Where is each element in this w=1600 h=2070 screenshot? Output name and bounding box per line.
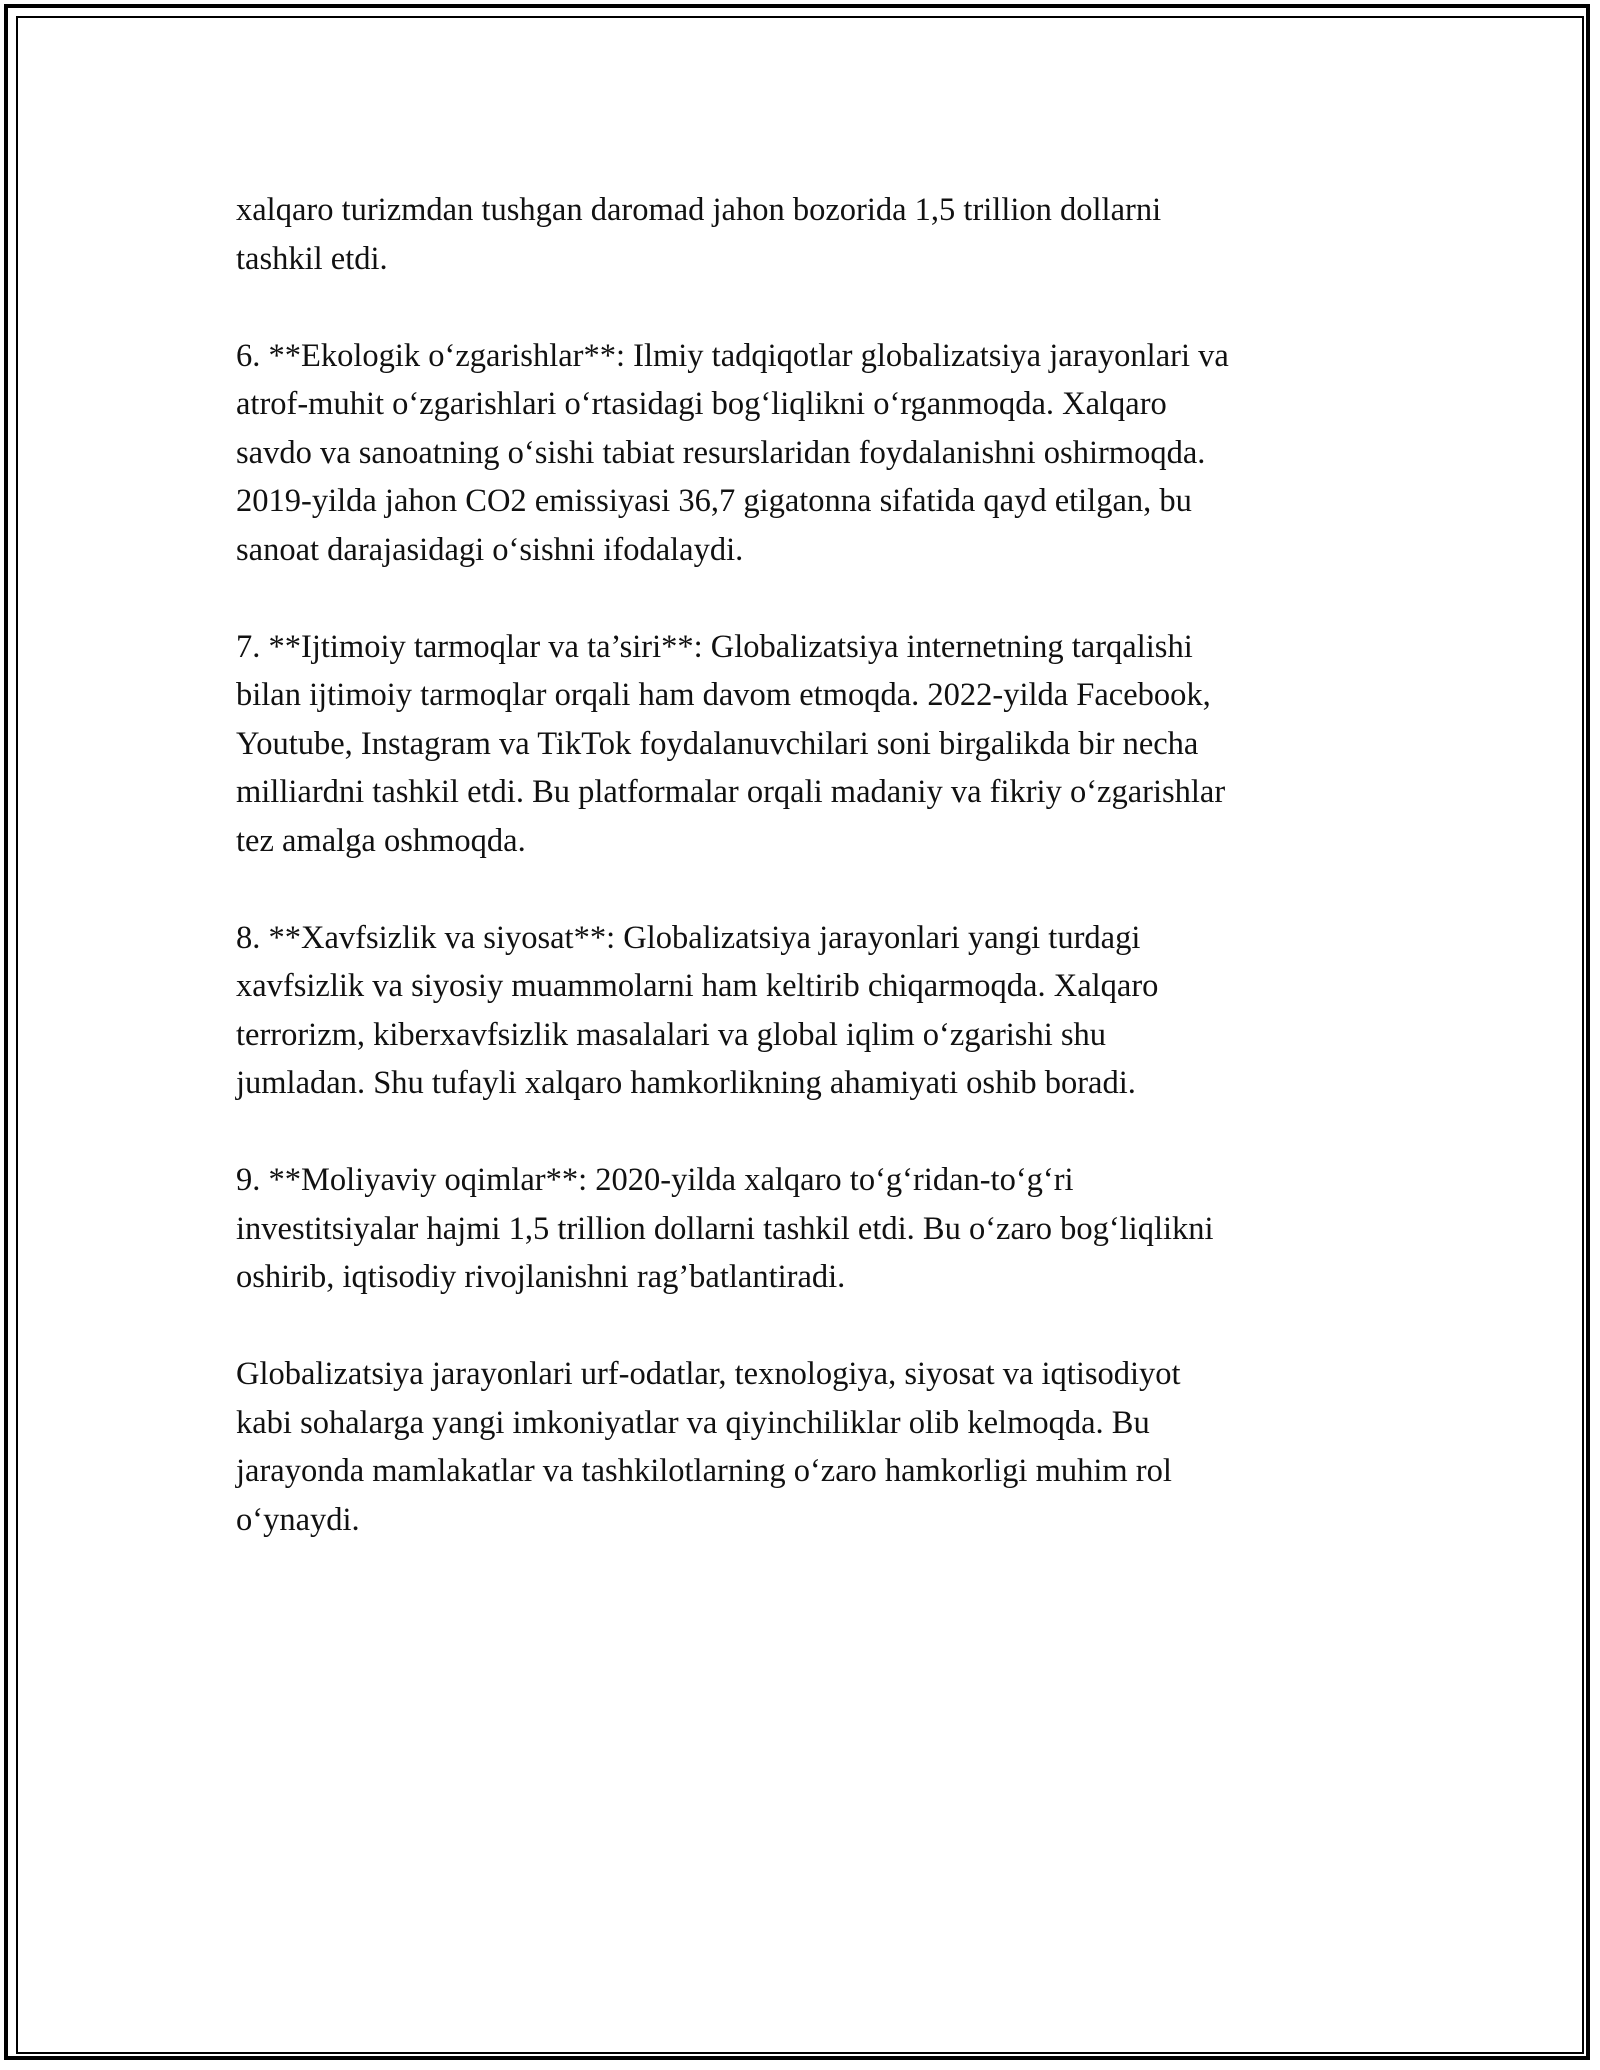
paragraph-conclusion — [236, 1350, 1376, 1544]
text-line: Globalizatsiya jarayonlari urf-odatlar, texnologiya, siyosat va iqtisodiyot — [236, 1356, 1181, 1392]
text-line: tez amalga oshmoqda. — [236, 822, 526, 859]
text-line: terrorizm, kiberxavfsizlik masalalari va global iqlim o‘zgarishi shu — [236, 1016, 1107, 1053]
text-line: jumladan. Shu tufayli xalqaro hamkorlikning ahamiyati oshib boradi. — [236, 1065, 1136, 1101]
text-line: tashkil etdi. — [236, 240, 388, 277]
text-line: bilan ijtimoiy tarmoqlar orqali ham davom etmoqda. 2022-yilda Facebook, — [236, 677, 1211, 713]
paragraph-tourism-continuation — [236, 186, 1376, 283]
text-line: oshirib, iqtisodiy rivojlanishni rag’batlantiradi. — [236, 1259, 846, 1295]
text-line: 9. **Moliyaviy oqimlar**: 2020-yilda xalqaro to‘g‘ridan-to‘g‘ri — [236, 1162, 1074, 1198]
text-line: 6. **Ekologik o‘zgarishlar**: Ilmiy tadqiqotlar globalizatsiya jarayonlari va — [236, 337, 1229, 374]
text-line: sanoat darajasidagi o‘sishni ifodalaydi. — [236, 531, 744, 568]
text-line: o‘ynaydi. — [236, 1501, 360, 1538]
paragraph-financial-flows — [236, 1156, 1376, 1302]
paragraph-social-networks — [236, 623, 1376, 866]
text-line: xalqaro turizmdan tushgan daromad jahon bozorida 1,5 trillion dollarni — [236, 192, 1162, 228]
text-line: jarayonda mamlakatlar va tashkilotlarning o‘zaro hamkorligi muhim rol — [236, 1453, 1172, 1489]
text-line: Youtube, Instagram va TikTok foydalanuvchilari soni birgalikda bir necha — [236, 725, 1199, 762]
text-line: savdo va sanoatning o‘sishi tabiat resurslaridan foydalanishni oshirmoqda. — [236, 434, 1206, 471]
text-line: 8. **Xavfsizlik va siyosat**: Globalizatsiya jarayonlari yangi turdagi — [236, 919, 1141, 956]
text-line: 2019-yilda jahon CO2 emissiyasi 36,7 gigatonna sifatida qayd etilgan, bu — [236, 483, 1192, 519]
document-body — [236, 186, 1376, 1593]
paragraph-security-politics — [236, 914, 1376, 1108]
paragraph-ecological-changes — [236, 332, 1376, 575]
text-line: milliardni tashkil etdi. Bu platformalar orqali madaniy va fikriy o‘zgarishlar — [236, 774, 1226, 810]
text-line: atrof-muhit o‘zgarishlari o‘rtasidagi bog‘liqlikni o‘rganmoqda. Xalqaro — [236, 386, 1167, 422]
text-line: xavfsizlik va siyosiy muammolarni ham keltirib chiqarmoqda. Xalqaro — [236, 968, 1159, 1004]
text-line: kabi sohalarga yangi imkoniyatlar va qiyinchiliklar olib kelmoqda. Bu — [236, 1404, 1150, 1441]
text-line: 7. **Ijtimoiy tarmoqlar va ta’siri**: Globalizatsiya internetning tarqalishi — [236, 628, 1193, 665]
text-line: investitsiyalar hajmi 1,5 trillion dollarni tashkil etdi. Bu o‘zaro bog‘liqlikni — [236, 1210, 1214, 1247]
